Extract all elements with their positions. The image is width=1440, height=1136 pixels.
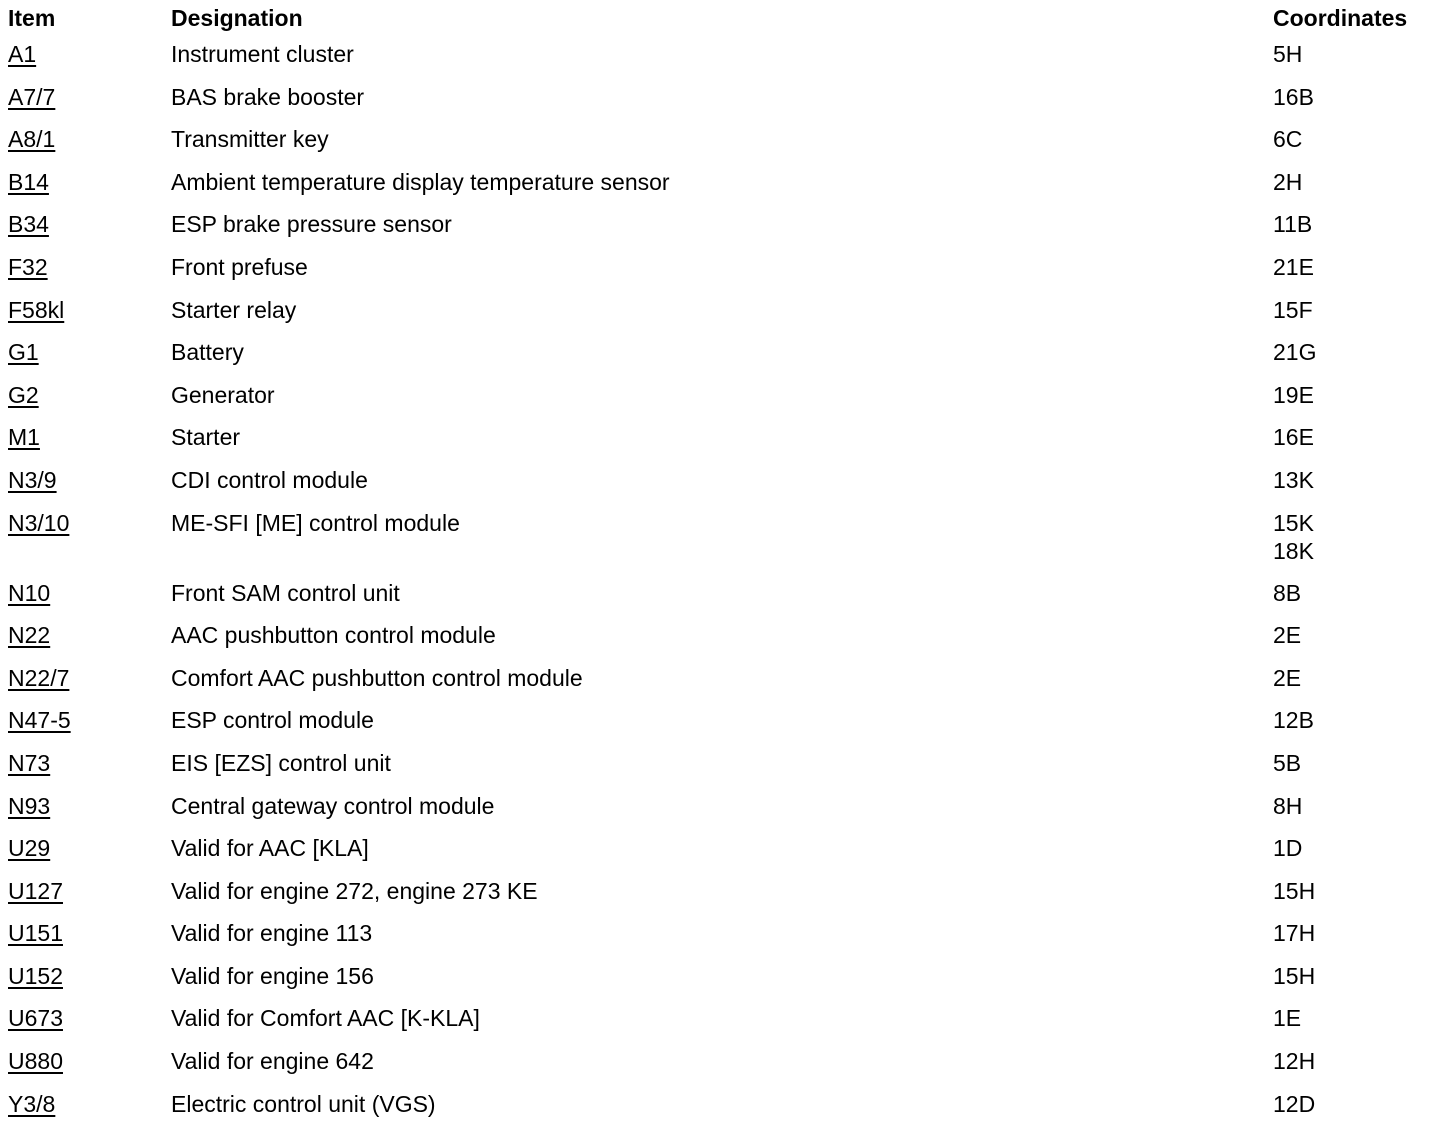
coordinate-value: 1E (1273, 1005, 1302, 1032)
table-row (8, 1047, 1432, 1090)
item-link[interactable]: A7/7 (8, 83, 56, 110)
table-row (8, 210, 1432, 253)
coordinate-value: 15K (1273, 509, 1314, 536)
designation-cell: BAS brake booster (171, 83, 365, 110)
item-cell (8, 381, 171, 424)
coordinates-cell (1273, 509, 1432, 579)
header-row (8, 4, 1432, 40)
coordinates-cell (1273, 1090, 1432, 1133)
coordinates-cell (1273, 621, 1432, 664)
item-link[interactable]: M1 (8, 424, 40, 451)
coordinate-value: 13K (1273, 466, 1314, 493)
item-cell (8, 509, 171, 579)
item-cell (8, 40, 171, 83)
designation-cell: Starter (171, 424, 241, 451)
coordinate-value: 8B (1273, 579, 1302, 606)
coordinates-cell (1273, 296, 1432, 339)
header-item: Item (8, 5, 56, 31)
table-row (8, 83, 1432, 126)
table-row (8, 509, 1432, 579)
item-link[interactable]: G2 (8, 381, 39, 408)
coordinates-cell (1273, 338, 1432, 381)
item-cell (8, 1090, 171, 1133)
designation-cell: Ambient temperature display temperature sensor (171, 168, 670, 195)
table-row (8, 296, 1432, 339)
coordinate-value: 2E (1273, 622, 1302, 649)
item-cell (8, 792, 171, 835)
designation-cell: Valid for engine 272, engine 273 KE (171, 877, 538, 904)
table-row (8, 423, 1432, 466)
coordinates-cell (1273, 962, 1432, 1005)
designation-cell: ESP brake pressure sensor (171, 211, 452, 238)
designation-cell: AAC pushbutton control module (171, 622, 496, 649)
coordinate-value: 5H (1273, 41, 1303, 67)
item-cell (8, 253, 171, 296)
table-row (8, 749, 1432, 792)
item-link[interactable]: N10 (8, 579, 51, 606)
coordinate-value: 19E (1273, 381, 1314, 408)
item-link[interactable]: U673 (8, 1005, 63, 1032)
coordinates-cell (1273, 423, 1432, 466)
item-link[interactable]: N22/7 (8, 664, 70, 691)
table-row (8, 962, 1432, 1005)
item-cell (8, 834, 171, 877)
coordinate-value: 16B (1273, 83, 1314, 110)
table-row (8, 125, 1432, 168)
table-row (8, 466, 1432, 509)
header-designation: Designation (171, 5, 303, 31)
coordinate-value: 12D (1273, 1090, 1316, 1117)
item-cell (8, 83, 171, 126)
designation-cell: Valid for engine 642 (171, 1048, 374, 1075)
designation-cell: Valid for AAC [KLA] (171, 835, 369, 862)
designation-cell: Front SAM control unit (171, 579, 400, 606)
item-cell (8, 168, 171, 211)
item-cell (8, 338, 171, 381)
item-cell (8, 296, 171, 339)
item-cell (8, 749, 171, 792)
coordinate-value: 15H (1273, 962, 1316, 989)
item-link[interactable]: N22 (8, 622, 51, 649)
item-link[interactable]: N3/9 (8, 466, 57, 493)
item-link[interactable]: G1 (8, 339, 39, 366)
item-cell (8, 423, 171, 466)
table-row (8, 1004, 1432, 1047)
item-cell (8, 962, 171, 1005)
coordinate-value: 15H (1273, 877, 1316, 904)
table-row (8, 338, 1432, 381)
coordinate-value: 2E (1273, 664, 1302, 691)
coordinates-cell (1273, 253, 1432, 296)
item-cell (8, 1047, 171, 1090)
coordinates-cell (1273, 749, 1432, 792)
coordinate-value: 2H (1273, 168, 1303, 195)
header-coordinates: Coordinates (1273, 5, 1408, 31)
designation-cell: ESP control module (171, 707, 374, 734)
item-link[interactable]: U29 (8, 835, 51, 862)
table-row (8, 919, 1432, 962)
table-row (8, 792, 1432, 835)
item-cell (8, 919, 171, 962)
item-link[interactable]: U151 (8, 920, 63, 947)
designation-cell: Valid for engine 156 (171, 962, 374, 989)
coordinates-cell (1273, 579, 1432, 622)
coordinates-cell (1273, 706, 1432, 749)
table-row (8, 877, 1432, 920)
item-link[interactable]: Y3/8 (8, 1090, 56, 1117)
designation-cell: Comfort AAC pushbutton control module (171, 664, 583, 691)
coordinate-value: 6C (1273, 126, 1303, 153)
coordinates-cell (1273, 1004, 1432, 1047)
item-link[interactable]: N73 (8, 749, 51, 776)
coordinates-cell (1273, 919, 1432, 962)
table-header (8, 4, 1432, 40)
item-link[interactable]: U880 (8, 1048, 63, 1075)
table-row (8, 706, 1432, 749)
coordinates-cell (1273, 877, 1432, 920)
item-cell (8, 706, 171, 749)
coordinate-value: 1D (1273, 835, 1303, 862)
table-row (8, 834, 1432, 877)
table-row (8, 664, 1432, 707)
table-row (8, 621, 1432, 664)
item-link[interactable]: U152 (8, 962, 63, 989)
designation-cell: Electric control unit (VGS) (171, 1090, 436, 1117)
item-cell (8, 1004, 171, 1047)
coordinates-cell (1273, 40, 1432, 83)
designation-cell: Central gateway control module (171, 792, 495, 819)
item-cell (8, 664, 171, 707)
table-row (8, 253, 1432, 296)
item-link[interactable]: N47-5 (8, 707, 71, 734)
coordinates-cell (1273, 125, 1432, 168)
coordinate-value: 8H (1273, 792, 1303, 819)
table-body (8, 40, 1432, 1132)
item-link[interactable]: A1 (8, 41, 37, 67)
coordinates-cell (1273, 210, 1432, 253)
coordinate-value: 17H (1273, 920, 1316, 947)
item-link[interactable]: N3/10 (8, 509, 70, 536)
designation-cell: Front prefuse (171, 253, 308, 280)
table-row (8, 381, 1432, 424)
item-link[interactable]: B14 (8, 168, 49, 195)
coordinates-cell (1273, 466, 1432, 509)
table-row (8, 1090, 1432, 1133)
designation-cell: Valid for Comfort AAC [K-KLA] (171, 1005, 480, 1032)
table-row (8, 168, 1432, 211)
coordinate-value: 16E (1273, 424, 1314, 451)
coordinates-cell (1273, 83, 1432, 126)
coordinates-cell (1273, 1047, 1432, 1090)
coordinate-value: 15F (1273, 296, 1313, 323)
item-link[interactable]: A8/1 (8, 126, 56, 153)
coordinate-value: 21G (1273, 339, 1317, 366)
coordinates-cell (1273, 381, 1432, 424)
designation-cell: Transmitter key (171, 126, 329, 153)
coordinate-value: 12B (1273, 707, 1314, 734)
designation-cell: Instrument cluster (171, 41, 354, 67)
designation-cell: Battery (171, 339, 244, 366)
designation-cell: Generator (171, 381, 275, 408)
coordinates-cell (1273, 834, 1432, 877)
designation-cell: Starter relay (171, 296, 297, 323)
coordinates-cell (1273, 168, 1432, 211)
designation-cell: EIS [EZS] control unit (171, 749, 391, 776)
table-row (8, 40, 1432, 83)
component-legend-table (8, 4, 1432, 1132)
item-link[interactable]: F58kl (8, 296, 65, 323)
item-cell (8, 621, 171, 664)
item-cell (8, 466, 171, 509)
coordinates-cell (1273, 792, 1432, 835)
item-link[interactable]: N93 (8, 792, 51, 819)
coordinate-value: 18K (1273, 537, 1314, 564)
item-link[interactable]: B34 (8, 211, 49, 238)
designation-cell: Valid for engine 113 (171, 920, 373, 947)
table-row (8, 579, 1432, 622)
item-link[interactable]: F32 (8, 253, 48, 280)
item-cell (8, 579, 171, 622)
designation-cell: ME-SFI [ME] control module (171, 509, 460, 536)
designation-cell: CDI control module (171, 466, 368, 493)
coordinate-value: 21E (1273, 253, 1314, 280)
coordinates-cell (1273, 664, 1432, 707)
coordinate-value: 11B (1273, 211, 1313, 238)
item-cell (8, 125, 171, 168)
coordinate-value: 12H (1273, 1048, 1316, 1075)
item-link[interactable]: U127 (8, 877, 63, 904)
item-cell (8, 210, 171, 253)
coordinate-value: 5B (1273, 749, 1302, 776)
item-cell (8, 877, 171, 920)
